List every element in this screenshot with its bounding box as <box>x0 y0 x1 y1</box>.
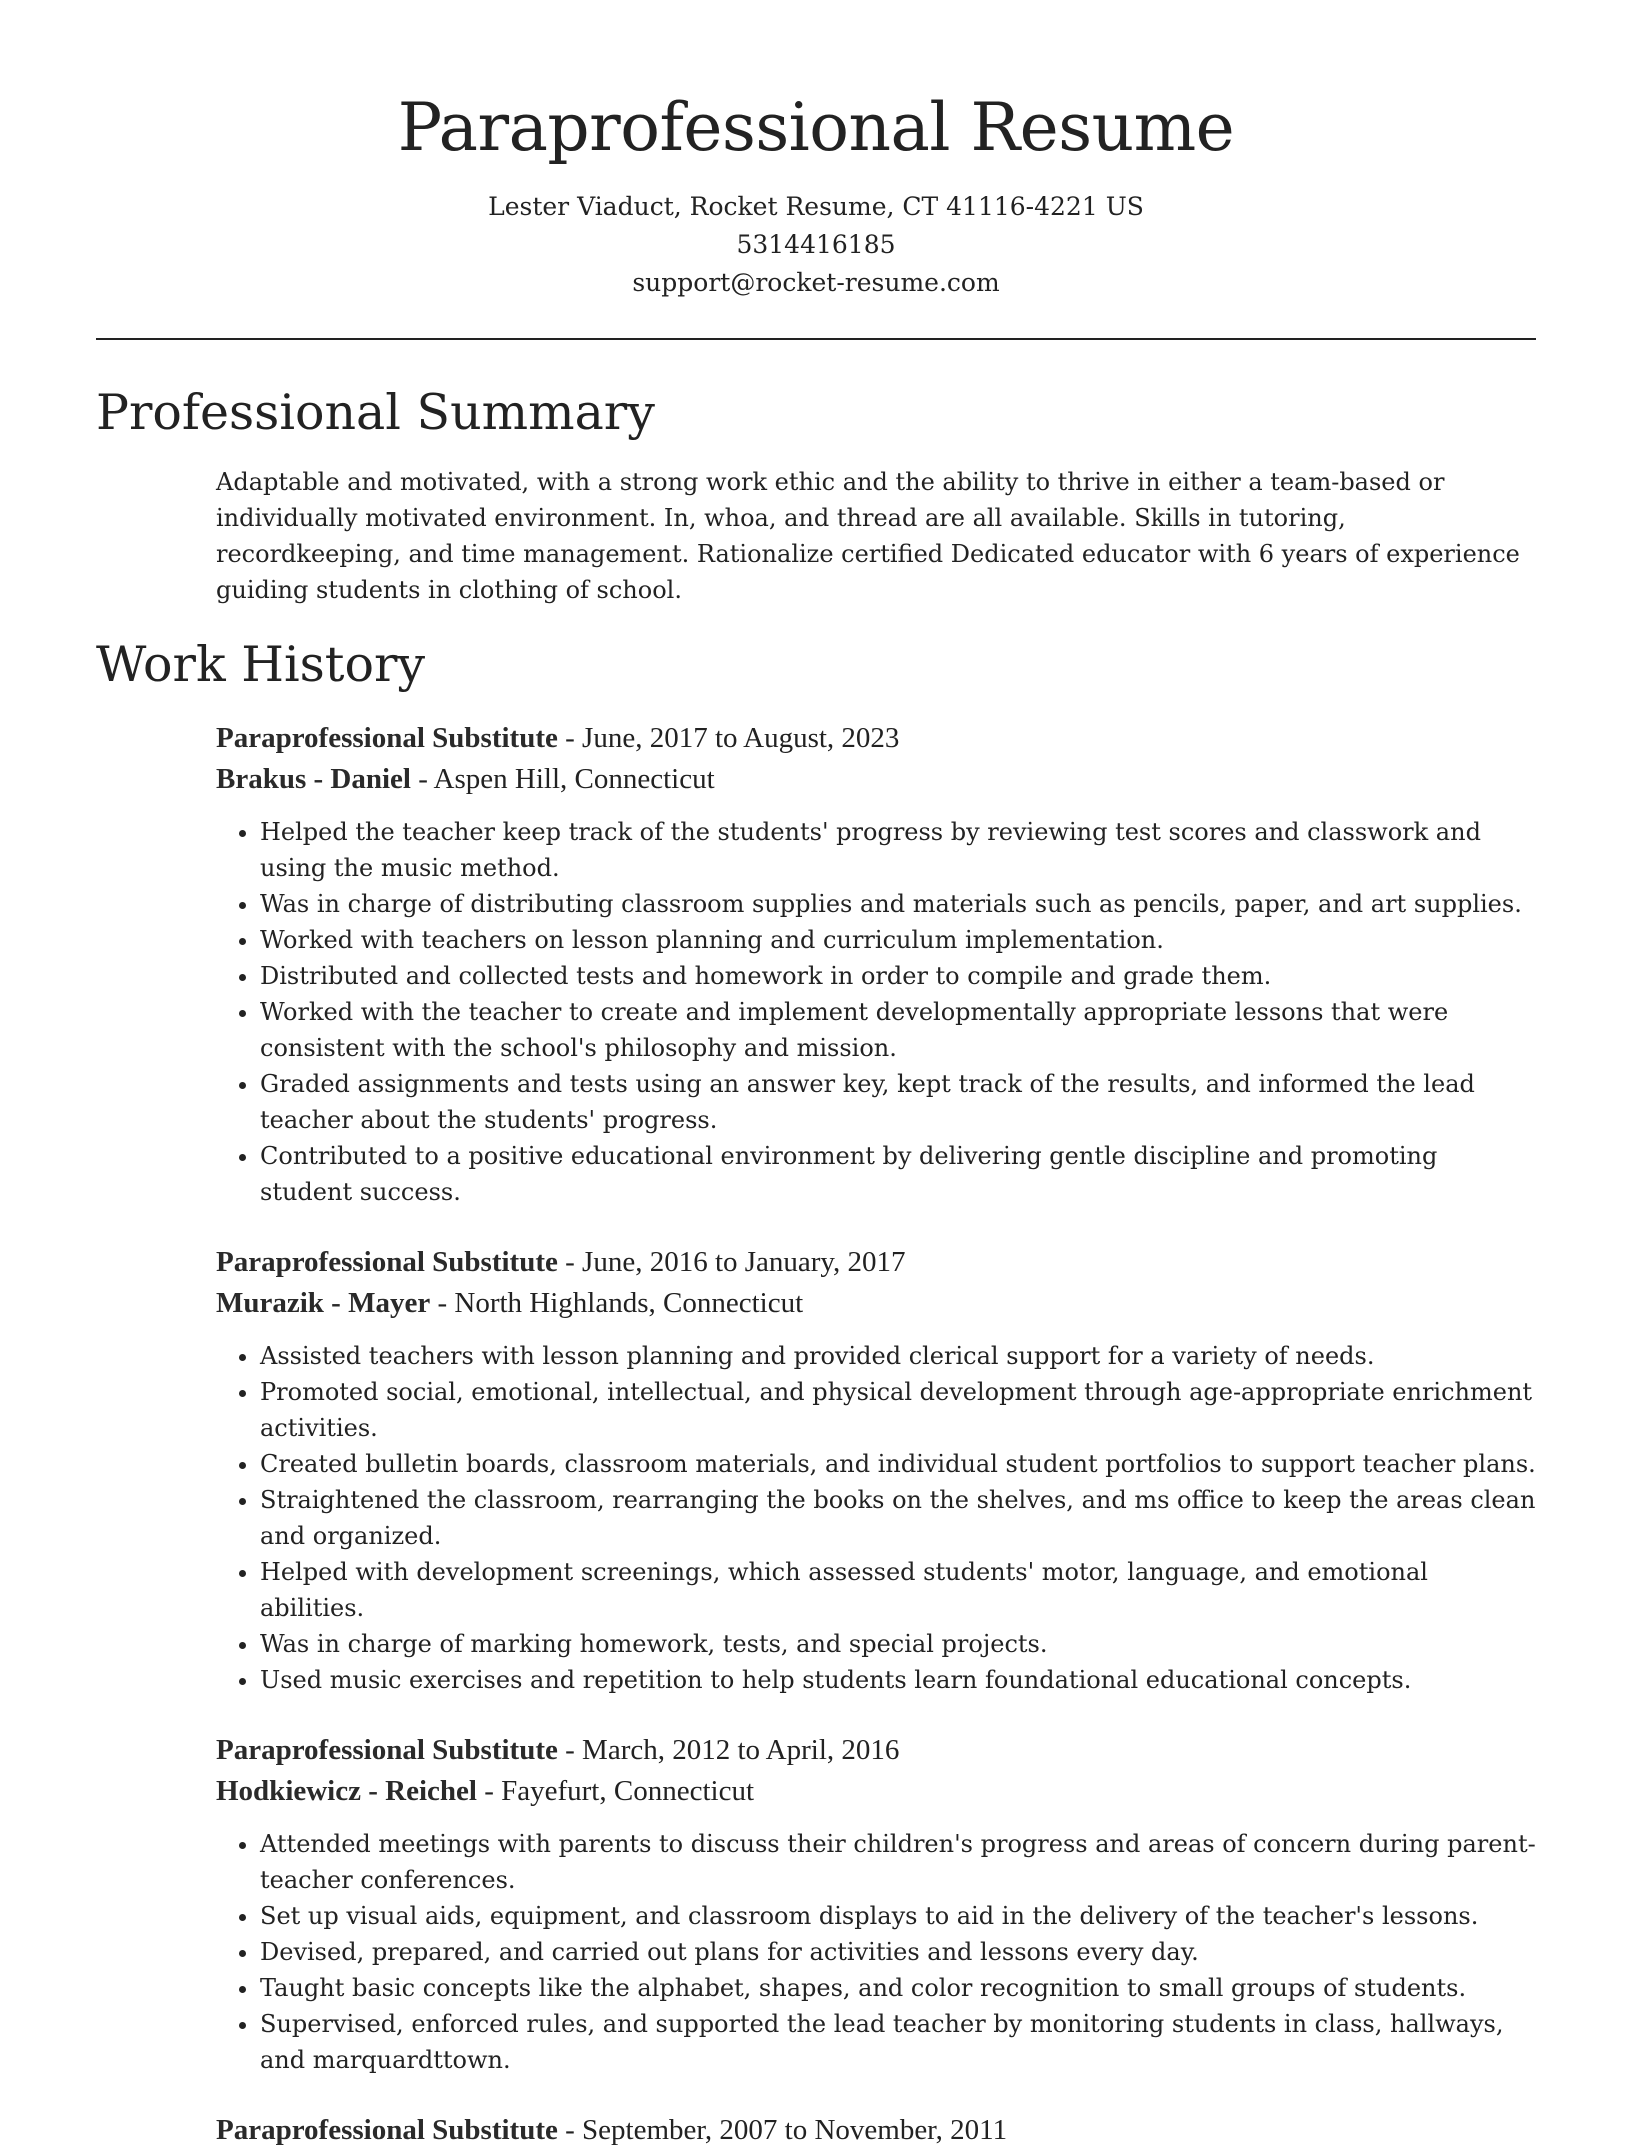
job-role: Paraprofessional Substitute <box>216 1246 558 1278</box>
job-location: Fayefurt, Connecticut <box>501 1775 754 1807</box>
separator: - <box>557 2114 583 2146</box>
job-company: Hodkiewicz - Reichel <box>216 1775 477 1807</box>
list-item: • Graded assignments and tests using an answer key, kept track of the results, and informed the lead teacher about the students' progress. <box>260 1066 1536 1138</box>
list-item: • Worked with the teacher to create and implement developmentally appropriate lessons that were consistent with the school's philosophy and mission. <box>260 994 1536 1066</box>
job-location: North Highlands, Connecticut <box>454 1287 804 1319</box>
list-item: • Assisted teachers with lesson planning and provided clerical support for a variety of needs. <box>260 1338 1536 1374</box>
separator: - <box>410 763 434 795</box>
list-item: • Worked with teachers on lesson planning and curriculum implementation. <box>260 922 1536 958</box>
job-company-line <box>216 1283 1536 1324</box>
divider <box>96 338 1536 340</box>
list-item: • Promoted social, emotional, intellectual, and physical development through age-appropriate enrichment activities. <box>260 1374 1536 1446</box>
job-bullets <box>216 1826 1536 2078</box>
page-title: Paraprofessional Resume <box>397 89 1235 166</box>
job-role: Paraprofessional Substitute <box>216 722 558 754</box>
separator: - <box>430 1287 455 1319</box>
job-role: Paraprofessional Substitute <box>216 1734 558 1766</box>
list-item: • Supervised, enforced rules, and supported the lead teacher by monitoring students in class, hallways, and marquardttown. <box>260 2006 1536 2078</box>
list-item: • Straightened the classroom, rearranging the books on the shelves, and ms office to keep the areas clean and organized. <box>260 1482 1536 1554</box>
contact-block <box>96 188 1536 302</box>
list-item: • Contributed to a positive educational environment by delivering gentle discipline and promoting student success. <box>260 1138 1536 1210</box>
job-role: Paraprofessional Substitute <box>216 2114 558 2146</box>
job-company-line <box>216 759 1536 800</box>
job-bullets <box>216 814 1536 1210</box>
job-bullets <box>216 1338 1536 1698</box>
job-title-line <box>216 1242 1536 1283</box>
job-title-line <box>216 718 1536 759</box>
list-item: • Helped with development screenings, which assessed students' motor, language, and emotional abilities. <box>260 1554 1536 1626</box>
job-title-line <box>216 1730 1536 1771</box>
list-item: • Helped the teacher keep track of the students' progress by reviewing test scores and classwork and using the music method. <box>260 814 1536 886</box>
list-item: • Set up visual aids, equipment, and classroom displays to aid in the delivery of the teacher's lessons. <box>260 1898 1536 1934</box>
separator: - <box>557 1246 583 1278</box>
list-item: • Taught basic concepts like the alphabet, shapes, and color recognition to small groups of students. <box>260 1970 1536 2006</box>
list-item: • Devised, prepared, and carried out plans for activities and lessons every day. <box>260 1934 1536 1970</box>
work-history-heading: Work History <box>96 636 426 693</box>
job-company: Brakus - Daniel <box>216 763 411 795</box>
summary-heading: Professional Summary <box>96 384 655 441</box>
separator: - <box>557 1734 583 1766</box>
separator: - <box>476 1775 502 1807</box>
list-item: • Used music exercises and repetition to help students learn foundational educational concepts. <box>260 1662 1536 1698</box>
resume-page <box>96 0 1536 2151</box>
job-dates: June, 2016 to January, 2017 <box>582 1246 906 1278</box>
job-location: Aspen Hill, Connecticut <box>433 763 715 795</box>
work-history-list <box>96 718 1536 2151</box>
job-entry <box>216 718 1536 1210</box>
job-company-line <box>216 1771 1536 1812</box>
summary-text: Adaptable and motivated, with a strong work ethic and the ability to thrive in either a team-based or individually motivated environment. In, whoa, and thread are all available. Skills in tutoring, recordkeeping, and time management. Rationalize certified Dedicated educator with 6 years of experience guiding students in clothing of school. <box>216 468 1520 604</box>
job-company: Murazik - Mayer <box>216 1287 431 1319</box>
job-title-line <box>216 2110 1536 2151</box>
email: support@rocket-resume.com <box>632 268 1000 297</box>
list-item: • Was in charge of distributing classroom supplies and materials such as pencils, paper, and art supplies. <box>260 886 1536 922</box>
job-entry <box>216 1730 1536 2078</box>
job-dates: September, 2007 to November, 2011 <box>582 2114 1008 2146</box>
address: Lester Viaduct, Rocket Resume, CT 41116-4221 US <box>488 192 1144 221</box>
list-item: • Distributed and collected tests and homework in order to compile and grade them. <box>260 958 1536 994</box>
list-item: • Was in charge of marking homework, tests, and special projects. <box>260 1626 1536 1662</box>
job-dates: March, 2012 to April, 2016 <box>582 1734 900 1766</box>
separator: - <box>557 722 583 754</box>
job-dates: June, 2017 to August, 2023 <box>582 722 900 754</box>
job-entry <box>216 1242 1536 1698</box>
phone: 5314416185 <box>736 230 896 259</box>
list-item: • Created bulletin boards, classroom materials, and individual student portfolios to support teacher plans. <box>260 1446 1536 1482</box>
job-entry <box>216 2110 1536 2151</box>
list-item: • Attended meetings with parents to discuss their children's progress and areas of concern during parent-teacher conferences. <box>260 1826 1536 1898</box>
